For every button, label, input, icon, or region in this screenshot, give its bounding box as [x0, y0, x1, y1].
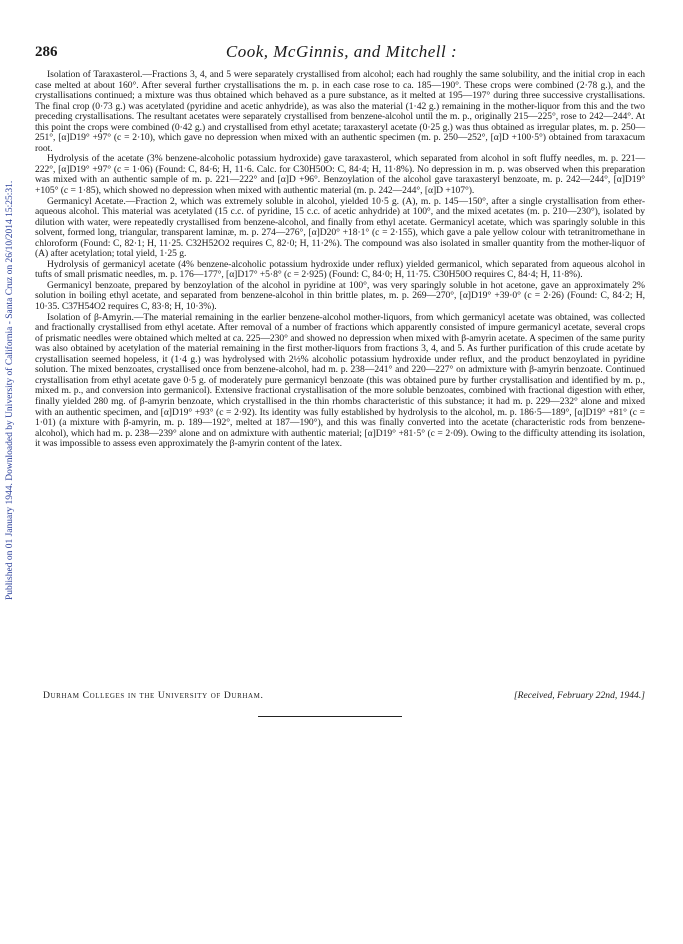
paragraph-acetate-hydrolysis: Hydrolysis of the acetate (3% benzene-alcoholic potassium hydroxide) gave taraxasterol, which separated from alcohol in soft fluffy needles, m. p. 221—222°, [α]D19° +97° (c = 1·06) (Found: C, 84·6; H, 11·6. Calc. for C30H50O: C, 84·4; H, 11·8%). No depression in m. p. was observed when this preparation was mixed with an authentic sample of m. p. 221—222° and [α]D +96°. Benzoylation of the alcohol gave taraxasteryl benzoate, m. p. 242—244°, [α]D19° +105° (c = 1·85), which showed no depression when mixed with authentic material (m. p. 242—244°, [α]D +107°). [35, 153, 645, 197]
page-number: 286 [35, 44, 58, 60]
paragraph-germanicyl-hydrolysis: Hydrolysis of germanicyl acetate (4% benzene-alcoholic potassium hydroxide under reflux) yielded germanicol, which separated from aqueous alcohol in tufts of small prismatic needles, m. p. 176—177°, [α]D17° +5·8° (c = 2·925) (Found: C, 84·0; H, 11·75. C30H50O requires C, 84·4; H, 11·8%). [35, 258, 645, 281]
article-footer [35, 690, 645, 701]
received-date: [Received, February 22nd, 1944.] [513, 690, 645, 701]
affiliation: Durham Colleges in the University of Durham. [43, 690, 264, 701]
end-rule [258, 716, 402, 717]
paragraph-beta-amyrin-isolation: Isolation of β-Amyrin.—The material remaining in the earlier benzene-alcohol mother-liquors, from which germanicyl acetate was obtained, was collected and fractionally crystallised from ethyl acetate. After removal of a number of fractions which apparently consisted of impure germanicyl acetate, several crops of prismatic needles were obtained which melted at ca. 225—230° and showed no depression when mixed with β-amyrin acetate. A specimen of the same purity was also obtained by acetylation of the material remaining in the first mother-liquors from fractions 3, 4, and 5. As further purification of this crude acetate by crystallisation seemed hopeless, it (1·4 g.) was hydrolysed with 2½% alcoholic potassium hydroxide under reflux, and the product benzoylated in pyridine solution. The mixed benzoates, crystallised once from benzene-alcohol, had m. p. 238—241° and 220—227° on admixture with β-amyrin benzoate. Continued crystallisation from ethyl acetate gave 0·5 g. of moderately pure germanicyl benzoate (this was obtained pure by further crystallisation and identified by m. p., mixed m. p., and conversion into germanicol). Extensive fractional crystallisation of the more soluble benzoates, combined with fractional digestion with ether, finally yielded 280 mg. of β-amyrin benzoate, which crystallised in the thin rhombs characteristic of this substance; it had m. p. 229—232° alone and mixed with an authentic specimen, and [α]D19° +93° (c = 2·92). Its identity was fully established by hydrolysis to the alcohol, m. p. 186·5—189°, [α]D19° +81° (c = 1·01) (a mixture with β-amyrin, m. p. 189—192°, melted at 187—190°), and this was finally converted into the acetate (characteristic rods from benzene-alcohol), which had m. p. 238—239° alone and on admixture with authentic material; [α]D19° +81·5° (c = 2·09). Owing to the difficulty attending its isolation, it was impossible to assess even approximately the β-amyrin content of the latex. [35, 311, 645, 450]
running-head: Cook, McGinnis, and Mitchell : [225, 42, 458, 61]
download-watermark-text: Published on 01 January 1944. Downloaded by University of California - Santa Cruz on 26/10/2014 15:25:31. [5, 180, 15, 600]
download-watermark [5, 180, 21, 616]
paragraph-germanicyl-benzoate: Germanicyl benzoate, prepared by benzoylation of the alcohol in pyridine at 100°, was very sparingly soluble in hot acetone, gave an approximately 2% solution in boiling ethyl acetate, and separated from benzene-alcohol in thin brittle plates, m. p. 269—270°, [α]D19° +39·0° (c = 2·26) (Found: C, 84·2; H, 10·35. C37H54O2 requires C, 83·8; H, 10·3%). [35, 279, 645, 313]
article-body [35, 70, 645, 450]
paragraph-taraxasterol-isolation: Isolation of Taraxasterol.—Fractions 3, 4, and 5 were separately crystallised from alcohol; each had roughly the same solubility, and the initial crop in each case melted at about 160°. After several further crystallisations the m. p. in each case rose to ca. 185—190°. These crops were combined (2·78 g.), and the crystallisations continued; a mixture was thus obtained which behaved as a pure substance, as it melted at 195—197° during three successive crystallisations. The final crop (0·73 g.) was acetylated (pyridine and acetic anhydride), as was also the material (1·42 g.) remaining in the mother-liquor from this and the two preceding crystallisations. The resultant acetates were separately crystallised from benzene-alcohol until the m. p., originally 215—225°, rose to 242—244°. At this point the crops were combined (0·42 g.) and crystallised from ethyl acetate; taraxasteryl acetate (0·25 g.) was thus obtained as irregular plates, m. p. 250—251°, [α]D19° +97° (c = 2·10), which gave no depression when mixed with an authentic specimen (m. p. 250—252°, [α]D +100·5°) obtained from taraxacum root. [35, 69, 645, 154]
paragraph-germanicyl-acetate: Germanicyl Acetate.—Fraction 2, which was extremely soluble in alcohol, yielded 10·5 g. (A), m. p. 145—150°, after a single crystallisation from ether-aqueous alcohol. This material was acetylated (15 c.c. of pyridine, 15 c.c. of acetic anhydride) at 100°, and the mixed acetates (m. p. 210—230°), isolated by dilution with water, were repeatedly crystallised from benzene-alcohol, and finally from ethyl acetate. Germanicyl acetate, which was sparingly soluble in this solvent, formed long, triangular, transparent laminæ, m. p. 274—276°, [α]D20° +18·1° (c = 2·155), which gave a pale yellow colour with tetranitromethane in chloroform (Found: C, 82·1; H, 11·25. C32H52O2 requires C, 82·0; H, 11·2%). The compound was also isolated in smaller quantity from the mother-liquor of (A) after acetylation; total yield, 1·25 g. [35, 195, 645, 260]
